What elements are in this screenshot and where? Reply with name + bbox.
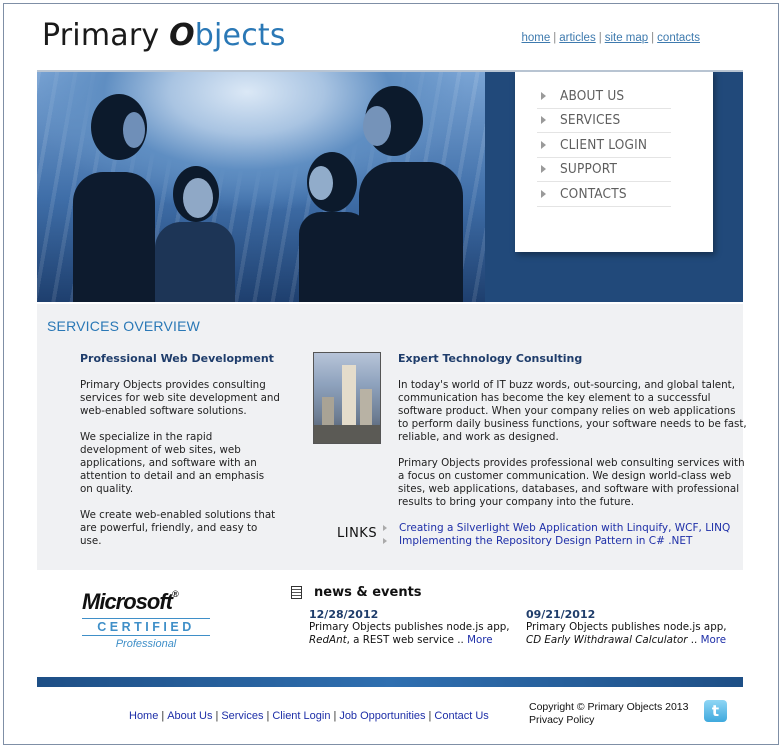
hero-photo-business-people [37, 72, 485, 302]
links-label: LINKS [337, 526, 378, 541]
copyright-text: Copyright © Primary Objects 2013 [529, 701, 689, 713]
technology-consulting-column [398, 352, 748, 522]
top-link-site-map[interactable]: site map [604, 32, 649, 44]
arrow-right-icon [541, 190, 546, 198]
footer-nav: Home | About Us | Services | Client Login | Job Opportunities | Contact Us [129, 710, 489, 722]
news-more-link[interactable]: More [700, 634, 727, 646]
arrow-right-icon [541, 141, 546, 149]
page-frame [3, 3, 779, 745]
menu-item-about-us[interactable]: ABOUT US [537, 84, 671, 109]
news-item: 09/21/2012 Primary Objects publishes node.js app, CD Early Withdrawal Calculator .. More [526, 608, 736, 647]
microsoft-certified-logo: Microsoft® CERTIFIED Professional [82, 589, 210, 650]
footer-link-home[interactable]: Home [129, 710, 159, 722]
services-title: SERVICES OVERVIEW [47, 318, 201, 334]
news-item: 12/28/2012 Primary Objects publishes node.js app, RedAnt, a REST web service .. More [309, 608, 519, 647]
footer-bar [37, 677, 743, 687]
top-link-home[interactable]: home [521, 32, 551, 44]
technology-consulting-paragraph: In today's world of IT buzz words, out-sourcing, and global talent, communication has become the key element to a successful software product. When your company relies on web applications to perform daily business functions, your software needs to be fast, reliable, and work as designed. [398, 379, 747, 443]
site-logo[interactable] [42, 18, 286, 53]
privacy-policy-link[interactable]: Privacy Policy [529, 713, 595, 726]
list-item [383, 522, 730, 535]
hero-menu [515, 70, 713, 252]
logo-word-primary: Primary [42, 18, 170, 53]
web-development-paragraph: We create web-enabled solutions that are powerful, friendly, and easy to use. [80, 509, 276, 547]
services-overview [37, 304, 747, 570]
top-nav: home | articles | site map | contacts [521, 32, 700, 44]
footer-link-job-opportunities[interactable]: Job Opportunities [339, 710, 426, 722]
menu-item-client-login[interactable]: CLIENT LOGIN [537, 133, 671, 158]
skyscraper-thumbnail [313, 352, 381, 444]
menu-item-contacts[interactable]: CONTACTS [537, 182, 671, 207]
web-development-paragraph: Primary Objects provides consulting services for web site development and web-enabled software solutions. [80, 379, 280, 417]
technology-consulting-paragraph: Primary Objects provides professional web consulting services with a focus on customer communication. We design world-class web sites, web applications, databases, and software with professional results to bring your company into the future. [398, 457, 745, 508]
news-header [291, 585, 422, 600]
top-link-contacts[interactable]: contacts [657, 32, 700, 44]
bullet-icon [383, 538, 387, 544]
newspaper-icon [291, 586, 302, 599]
list-item [383, 535, 730, 548]
news-title: news & events [314, 585, 422, 600]
web-development-paragraph: We specialize in the rapid development of web sites, web applications, and software with an attention to detail and an emphasis on quality. [80, 431, 265, 495]
links-list [383, 522, 730, 547]
news-date: 12/28/2012 [309, 608, 379, 621]
logo-letter-o: O [169, 18, 195, 53]
arrow-right-icon [541, 92, 546, 100]
footer-link-contact-us[interactable]: Contact Us [434, 710, 489, 722]
menu-item-services[interactable]: SERVICES [537, 109, 671, 134]
logo-word-objects: bjects [194, 18, 286, 53]
link-silverlight-article[interactable]: Creating a Silverlight Web Application with Linquify, WCF, LINQ [399, 522, 731, 534]
menu-item-support[interactable]: SUPPORT [537, 158, 671, 183]
news-date: 09/21/2012 [526, 608, 596, 621]
copyright-block [529, 701, 688, 726]
link-repository-pattern-article[interactable]: Implementing the Repository Design Pattern in C# .NET [399, 534, 693, 547]
bullet-icon [383, 525, 387, 531]
arrow-right-icon [541, 116, 546, 124]
web-development-column [80, 352, 280, 561]
hero-banner [37, 70, 743, 302]
web-development-heading: Professional Web Development [80, 352, 274, 365]
top-link-articles[interactable]: articles [559, 32, 596, 44]
footer-link-client-login[interactable]: Client Login [272, 710, 331, 722]
news-more-link[interactable]: More [467, 634, 493, 646]
twitter-icon[interactable]: t [704, 700, 727, 722]
footer-link-about-us[interactable]: About Us [167, 710, 213, 722]
footer-link-services[interactable]: Services [221, 710, 264, 722]
arrow-right-icon [541, 165, 546, 173]
technology-consulting-heading: Expert Technology Consulting [398, 352, 583, 365]
